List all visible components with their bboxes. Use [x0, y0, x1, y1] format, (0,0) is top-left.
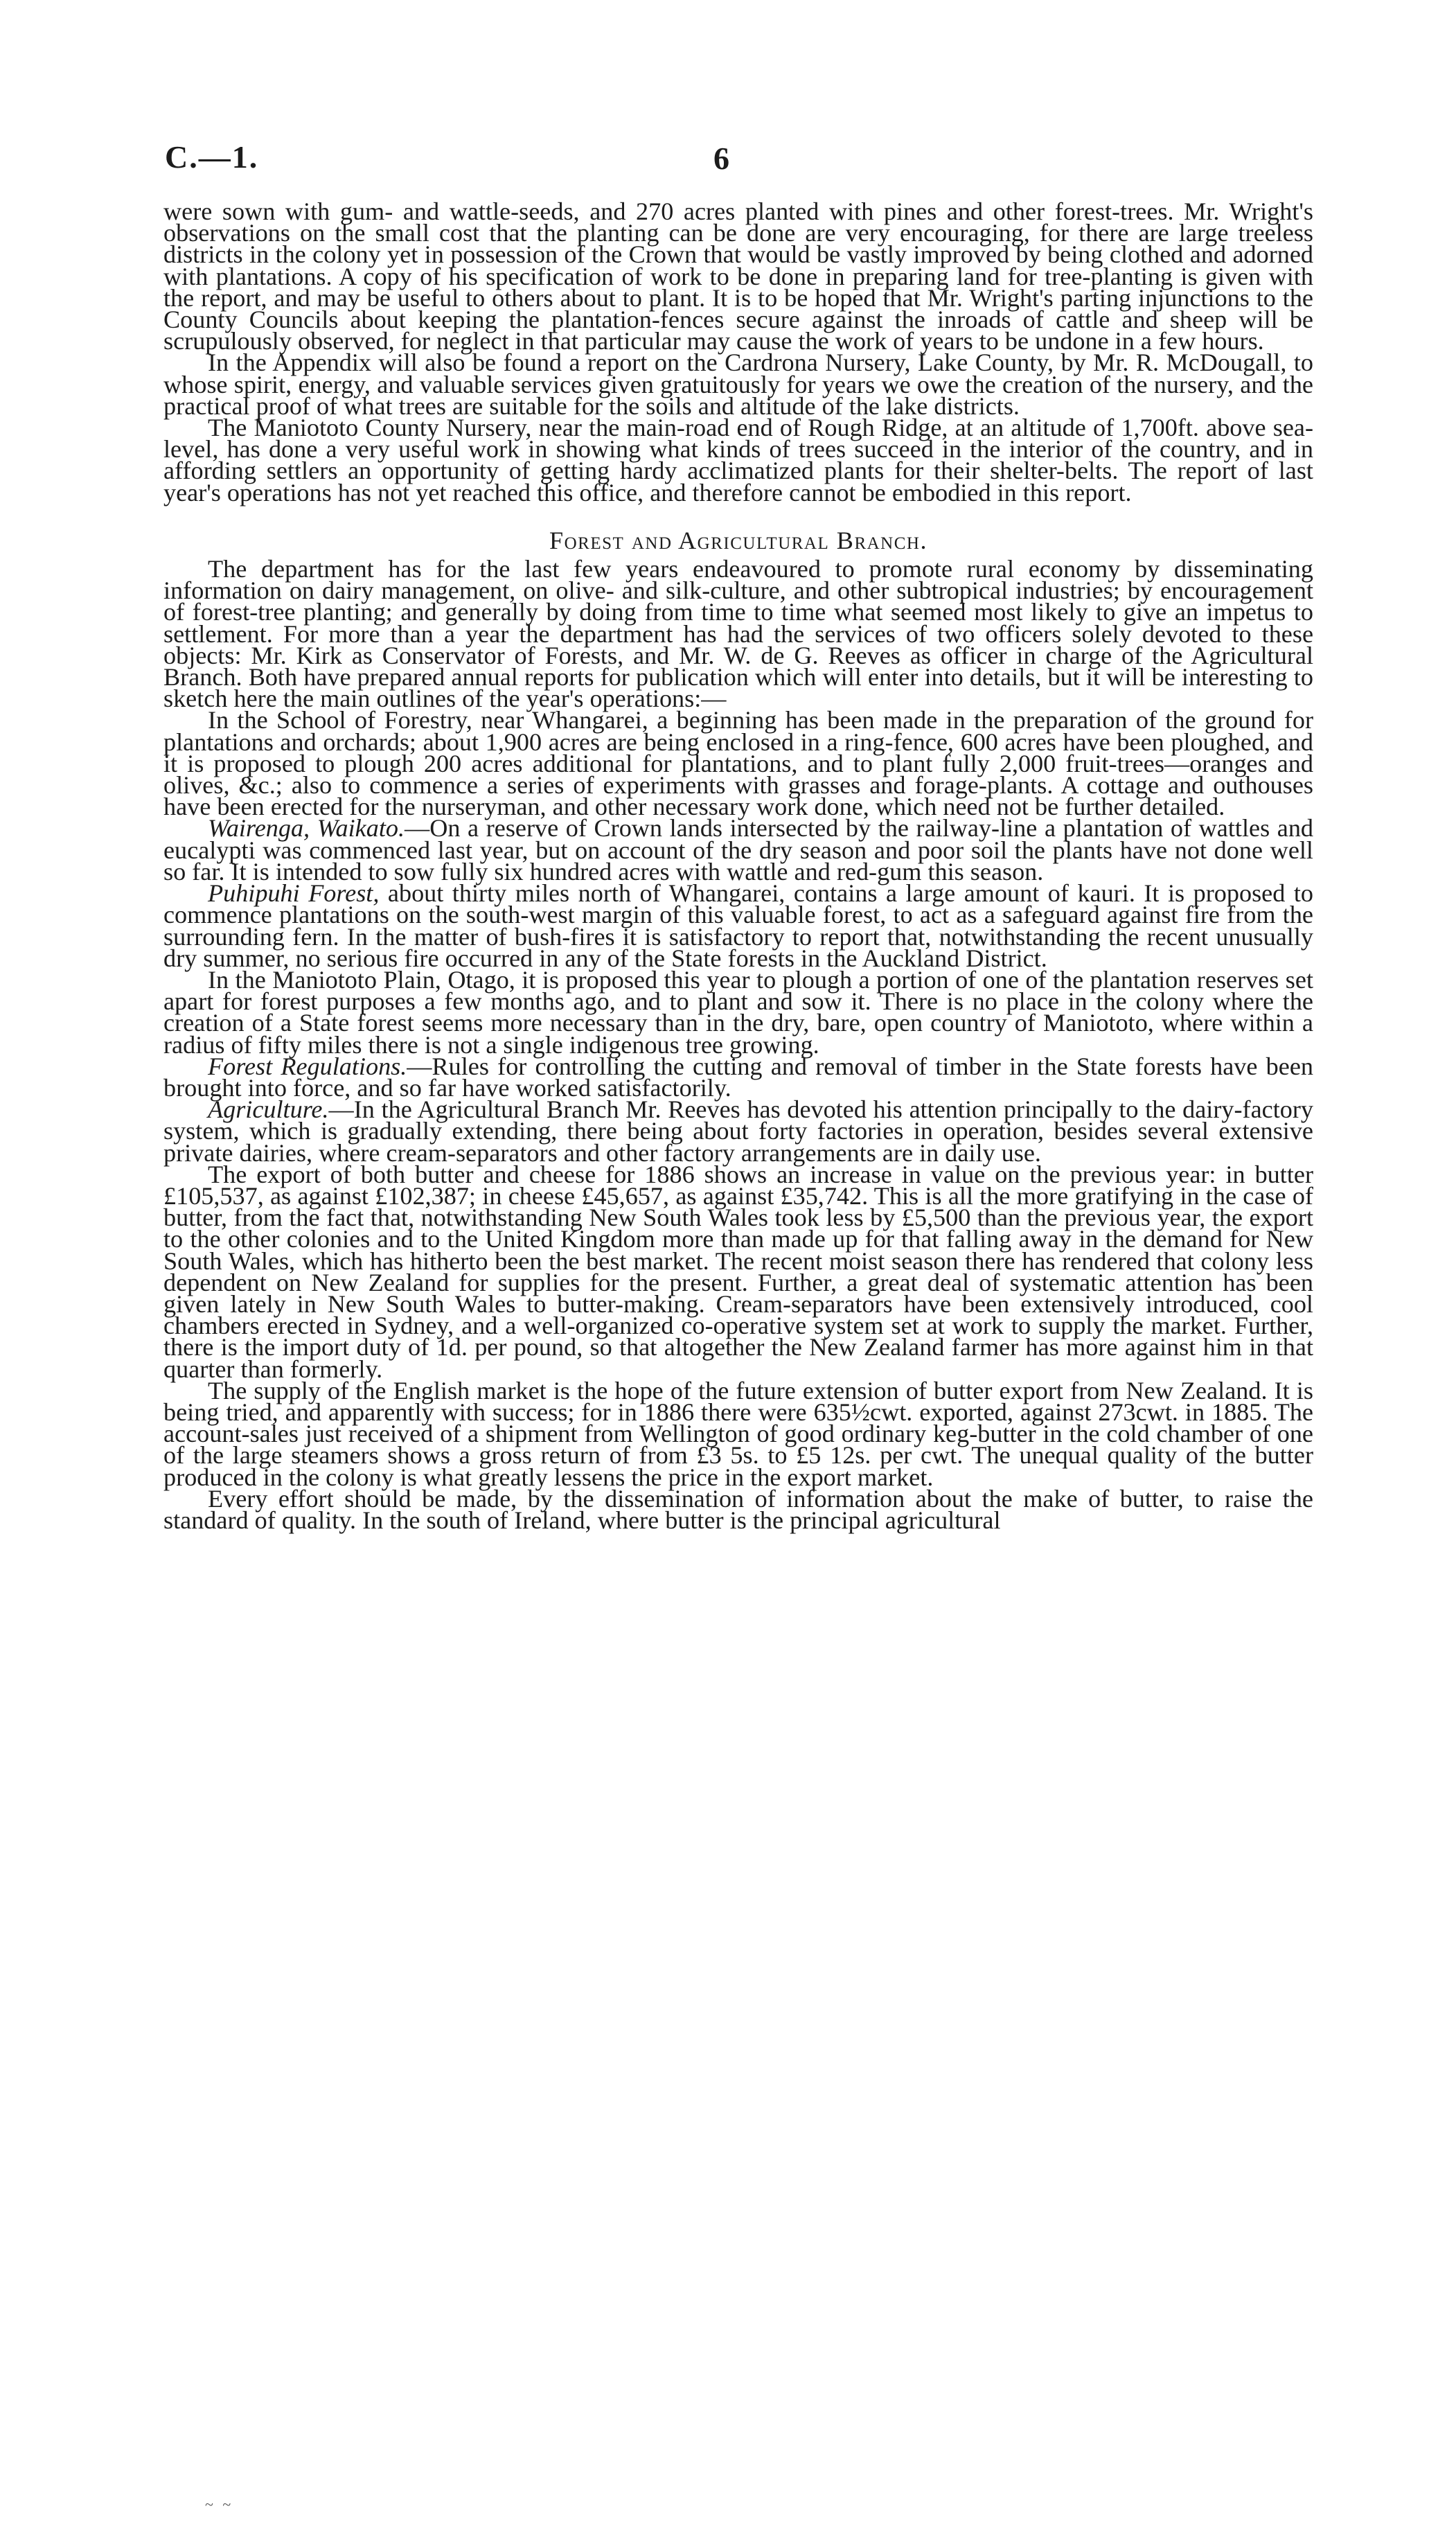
page-number: 6 — [713, 141, 729, 176]
paragraph-export-butter-cheese — [163, 1160, 1313, 1383]
paragraph-department-objects — [163, 555, 1313, 713]
paragraph-text: about thirty miles north of Whangarei, contains a large amount of kauri. It is proposed to commence plantations on the south-west margin of this valuable forest, to act as a safeguard against fire from the surrounding fern. In the matter of bush-fires it is satisfactory to report that, notwithstanding the recent unusually dry summer, no serious fire occurred in any of the State forests in the Auckland District. — [163, 879, 1313, 972]
section-heading: Forest and Agricultural Branch. — [549, 526, 928, 554]
paragraph-text: —Rules for controlling the cutting and removal of timber in the State forests have been brought into force, and so far have worked satisfactorily. — [163, 1052, 1313, 1102]
paragraph-lead-in: Wairenga, Waikato. — [208, 814, 405, 843]
paragraph-cardrona-nursery: In the Appendix will also be found a report on the Cardrona Nursery, Lake County, by Mr. R. McDougall, to whose spirit, energy, and valuable services given gratuitously for years we owe the creation of the nursery, and the practical proof of what trees are suitable for the soils and altitude of the lake districts. — [163, 349, 1313, 420]
paragraph-text: —On a reserve of Crown lands intersected by the railway-line a plantation of wattles and eucalypti was commenced last year, but on account of the dry season and poor soil the plants have not done well so far. It is intended to sow fully six hundred acres with wattle and red-gum this season. — [163, 814, 1314, 885]
paragraph-maniototo-plain — [163, 965, 1313, 1059]
paragraph-text: Every effort should be made, by the dissemination of information about the make of butter, to raise the standard of quality. In the south of Ireland, where butter is the principal agricultural — [163, 1484, 1313, 1534]
paragraph-lead-in: Agriculture. — [208, 1095, 329, 1124]
paragraph-lead-in: Puhipuhi Forest, — [208, 879, 380, 908]
paragraph-school-of-forestry — [163, 706, 1313, 821]
paragraph-continued: were sown with gum- and wattle-seeds, and 270 acres planted with pines and other forest-trees. Mr. Wright's observations on the small cost that the planting can be done are very encouraging, for there are large treeless districts in the colony yet in possession of the Crown that would be vastly improved by being clothed and adorned with plantations. A copy of his specification of work to be done in preparing land for tree-planting is given with the report, and may be useful to others about to plant. It is to be hoped that Mr. Wright's parting injunctions to the County Councils about keeping the plantation-fences secure against the inroads of cattle and sheep will be scrupulously observed, for neglect in that particular may cause the work of years to be undone in a few hours. — [163, 197, 1313, 355]
paragraph-text: In the School of Forestry, near Whangarei, a beginning has been made in the preparation of the ground for plantations and orchards; about 1,900 acres are being enclosed in a ring-fence, 600 acres have been ploughed, and it is proposed to plough 200 acres additional for plantations, and to plant fully 2,000 fruit-trees—oranges and olives, &c.; also to commence a series of experiments with grasses and forage-plants. A cottage and outhouses have been erected for the nurseryman, and other necessary work done, which need not be further detailed. — [163, 706, 1313, 821]
paragraph-lead-in: Forest Regulations. — [208, 1052, 407, 1080]
paragraph-maniototo-nursery: The Maniototo County Nursery, near the main-road end of Rough Ridge, at an altitude of 1,700ft. above sea-level, has done a very useful work in showing what kinds of trees succeed in the interior of the country, and in affording settlers an opportunity of getting hardy acclimatized plants for their shelter-belts. The report of last year's operations has not yet reached this office, and therefore cannot be embodied in this report. — [163, 414, 1313, 506]
paragraph-wairenga — [163, 814, 1314, 885]
paragraph-butter-quality — [163, 1484, 1313, 1534]
paragraph-text: The department has for the last few years endeavoured to promote rural economy by disseminating information on dairy management, on olive- and silk-culture, and other subtropical industries; by encouragement of forest-tree planting; and generally by doing from time to time what seemed most likely to give an impetus to settlement. For more than a year the department has had the services of two officers solely devoted to these objects: Mr. Kirk as Conservator of Forests, and Mr. W. de G. Reeves as officer in charge of the Agricultural Branch. Both have prepared annual reports for publication which will enter into details, but it will be interesting to sketch here the main outlines of the year's operations:— — [163, 555, 1313, 713]
paragraph-text: The export of both butter and cheese for 1886 shows an increase in value on the previous year: in butter £105,537, as against £102,387; in cheese £45,657, as against £35,742. This is all the more gratifying in the case of butter, from the fact that, notwithstanding New South Wales took less by £5,500 than the previous year, the export to the other colonies and to the United Kingdom more than made up for that falling away in the demand for New South Wales, which has hitherto been the best market. The recent moist season there has rendered that colony less dependent on New Zealand for supplies for the present. Further, a great deal of systematic attention has been given lately in New South Wales to butter-making. Cream-separators have been extensively introduced, cool chambers erected in Sydney, and a well-organized co-operative system set at work to supply the market. Further, there is the import duty of 1d. per pound, so that altogether the New Zealand farmer has more against him in that quarter than formerly. — [163, 1160, 1313, 1383]
paragraph-text: In the Maniototo Plain, Otago, it is proposed this year to plough a portion of one of the plantation reserves set apart for forest purposes a few months ago, and to plant and sow it. There is no place in the colony where the creation of a State forest seems more necessary than in the dry, bare, open country of Maniototo, where within a radius of fifty miles there is not a single indigenous tree growing. — [163, 965, 1313, 1059]
paragraph-puhipuhi — [163, 879, 1313, 972]
paragraph-text: The supply of the English market is the hope of the future extension of butter export from New Zealand. It is being tried, and apparently with success; for in 1886 there were 635½cwt. exported, against 273cwt. in 1885. The account-sales just received of a shipment from Wellington of good ordinary keg-butter in the cold chamber of one of the large steamers shows a gross return of from £3 5s. to £5 12s. per cwt. The unequal quality of the butter produced in the colony is what greatly lessens the price in the export market. — [163, 1376, 1313, 1491]
paragraph-agriculture — [163, 1095, 1313, 1167]
paragraph-english-market — [163, 1376, 1313, 1491]
paragraph-forest-regulations — [163, 1052, 1313, 1102]
paragraph-text: —In the Agricultural Branch Mr. Reeves has devoted his attention principally to the dairy-factory system, which is gradually extending, there being about forty factories in operation, besides several extensive private dairies, where cream-separators and other factory arrangements are in daily use. — [163, 1095, 1313, 1167]
parliamentary-paper-code: C.—1. — [165, 139, 259, 175]
footer-mark: ~ ~ — [205, 2496, 234, 2513]
body-text — [163, 197, 1314, 1534]
